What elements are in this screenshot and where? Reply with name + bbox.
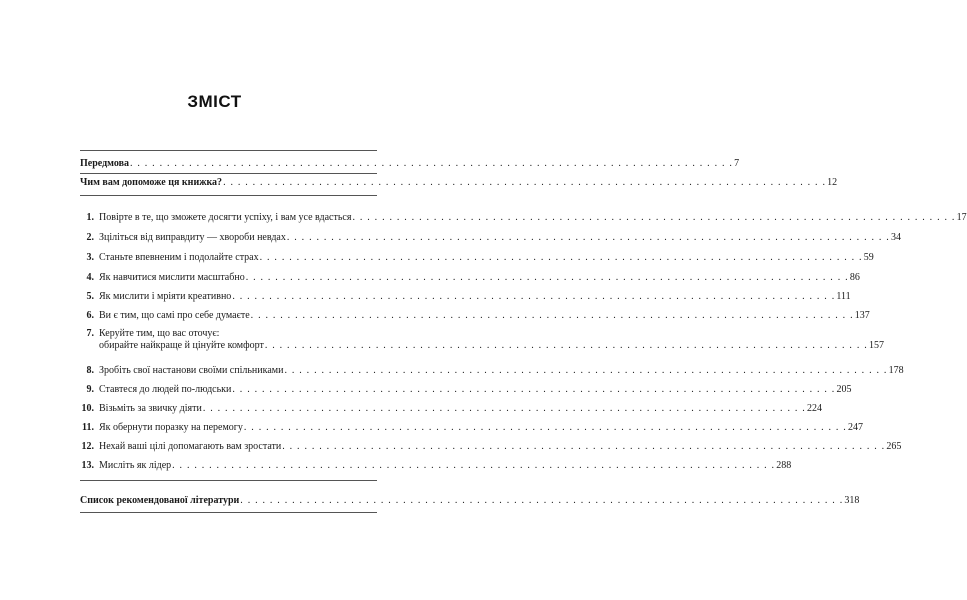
chapter-number: 13. xyxy=(81,460,94,471)
toc-entry-page: 265 xyxy=(886,441,902,452)
toc-entry-chapter-13[interactable] xyxy=(80,460,792,472)
toc-entry-title: Нехай ваші цілі допомагають вам зростати xyxy=(99,441,282,452)
dot-leader xyxy=(260,252,863,264)
toc-entry-title: Візьміть за звичку діяти xyxy=(99,403,202,414)
toc-entry-how-book-helps[interactable] xyxy=(80,177,838,189)
toc-entry-recommended-literature[interactable] xyxy=(80,495,860,507)
toc-entry-title: Передмова xyxy=(80,158,129,169)
toc-entry-chapter-1[interactable] xyxy=(80,212,967,224)
toc-entry-page: 205 xyxy=(836,384,852,395)
toc-entry-title: Як навчитися мислити масштабно xyxy=(99,272,245,283)
chapter-number: 5. xyxy=(86,291,94,302)
dot-leader xyxy=(246,272,849,284)
toc-entry-title: Чим вам допоможе ця книжка? xyxy=(80,177,223,188)
dot-leader xyxy=(203,403,806,415)
chapter-number: 9. xyxy=(86,384,94,395)
dot-leader xyxy=(232,291,835,303)
toc-entry-chapter-4[interactable] xyxy=(80,272,860,284)
divider-rule xyxy=(80,173,377,174)
toc-entry-preface[interactable] xyxy=(80,158,740,170)
toc-entry-page: 137 xyxy=(854,310,870,321)
dot-leader xyxy=(172,460,775,472)
dot-leader xyxy=(265,340,868,352)
toc-entry-chapter-7[interactable] xyxy=(80,328,884,352)
toc-entry-title: Зробіть свої настанови своїми спільниками xyxy=(99,365,284,376)
toc-entry-title-line-2: обирайте найкраще й цінуйте комфорт xyxy=(99,340,264,351)
toc-entry-chapter-10[interactable] xyxy=(80,403,822,415)
toc-entry-chapter-11[interactable] xyxy=(80,422,864,434)
toc-entry-chapter-6[interactable] xyxy=(80,310,870,322)
toc-entry-chapter-3[interactable] xyxy=(80,252,874,264)
chapter-number: 8. xyxy=(86,365,94,376)
toc-entry-title: Ви є тим, що самі про себе думаєте xyxy=(99,310,250,321)
chapter-number: 11. xyxy=(82,422,94,433)
toc-entry-page: 318 xyxy=(844,495,860,506)
toc-entry-page: 288 xyxy=(776,460,792,471)
dot-leader xyxy=(223,177,826,189)
toc-entry-chapter-9[interactable] xyxy=(80,384,852,396)
dot-leader xyxy=(232,384,835,396)
toc-entry-title: Як мислити і мріяти креативно xyxy=(99,291,232,302)
dot-leader xyxy=(282,441,885,453)
dot-leader xyxy=(284,365,887,377)
toc-entry-page: 111 xyxy=(836,291,851,302)
dot-leader xyxy=(240,495,843,507)
toc-entry-page: 247 xyxy=(848,422,864,433)
toc-entry-page: 86 xyxy=(849,272,860,283)
chapter-number: 2. xyxy=(86,232,94,243)
toc-entry-title xyxy=(99,328,264,352)
chapter-number: 6. xyxy=(86,310,94,321)
toc-entry-title: Як обернути поразку на перемогу xyxy=(99,422,243,433)
toc-entry-page: 7 xyxy=(734,158,740,169)
toc-entry-title: Список рекомендованої літератури xyxy=(80,495,240,506)
chapter-number: 12. xyxy=(81,441,94,452)
toc-entry-page: 224 xyxy=(806,403,822,414)
chapter-number: 1. xyxy=(86,212,94,223)
dot-leader xyxy=(251,310,854,322)
toc-entry-chapter-5[interactable] xyxy=(80,291,851,303)
toc-entry-chapter-12[interactable] xyxy=(80,441,902,453)
divider-rule xyxy=(80,195,377,196)
toc-entry-page: 34 xyxy=(890,232,901,243)
dot-leader xyxy=(244,422,847,434)
dot-leader xyxy=(287,232,890,244)
toc-entry-title: Повірте в те, що зможете досягти успіху, і вам усе вдасться xyxy=(99,212,352,223)
top-rule xyxy=(80,150,377,151)
chapter-number: 10. xyxy=(81,403,94,414)
bottom-rule xyxy=(80,512,377,513)
dot-leader xyxy=(352,212,955,224)
toc-entry-page: 59 xyxy=(863,252,874,263)
page-title: ЗМІСТ xyxy=(187,92,242,111)
divider-rule xyxy=(80,480,377,481)
toc-entry-chapter-8[interactable] xyxy=(80,365,904,377)
toc-entry-title: Станьте впевненим і подолайте страх xyxy=(99,252,259,263)
toc-entry-title-line-1: Керуйте тим, що вас оточує: xyxy=(99,328,220,339)
chapter-number: 7. xyxy=(86,328,94,339)
toc-entry-page: 178 xyxy=(888,365,904,376)
toc-entry-title: Ставтеся до людей по-людськи xyxy=(99,384,232,395)
toc-entry-page: 157 xyxy=(868,340,884,351)
toc-entry-page: 12 xyxy=(827,177,838,188)
toc-entry-title: Зціліться від виправдиту — хвороби невдах xyxy=(99,232,286,243)
chapter-number: 3. xyxy=(86,252,94,263)
toc-entry-page: 17 xyxy=(956,212,967,223)
toc-entry-chapter-2[interactable] xyxy=(80,232,901,244)
chapter-number: 4. xyxy=(86,272,94,283)
toc-entry-title: Мисліть як лідер xyxy=(99,460,172,471)
dot-leader xyxy=(130,158,733,170)
